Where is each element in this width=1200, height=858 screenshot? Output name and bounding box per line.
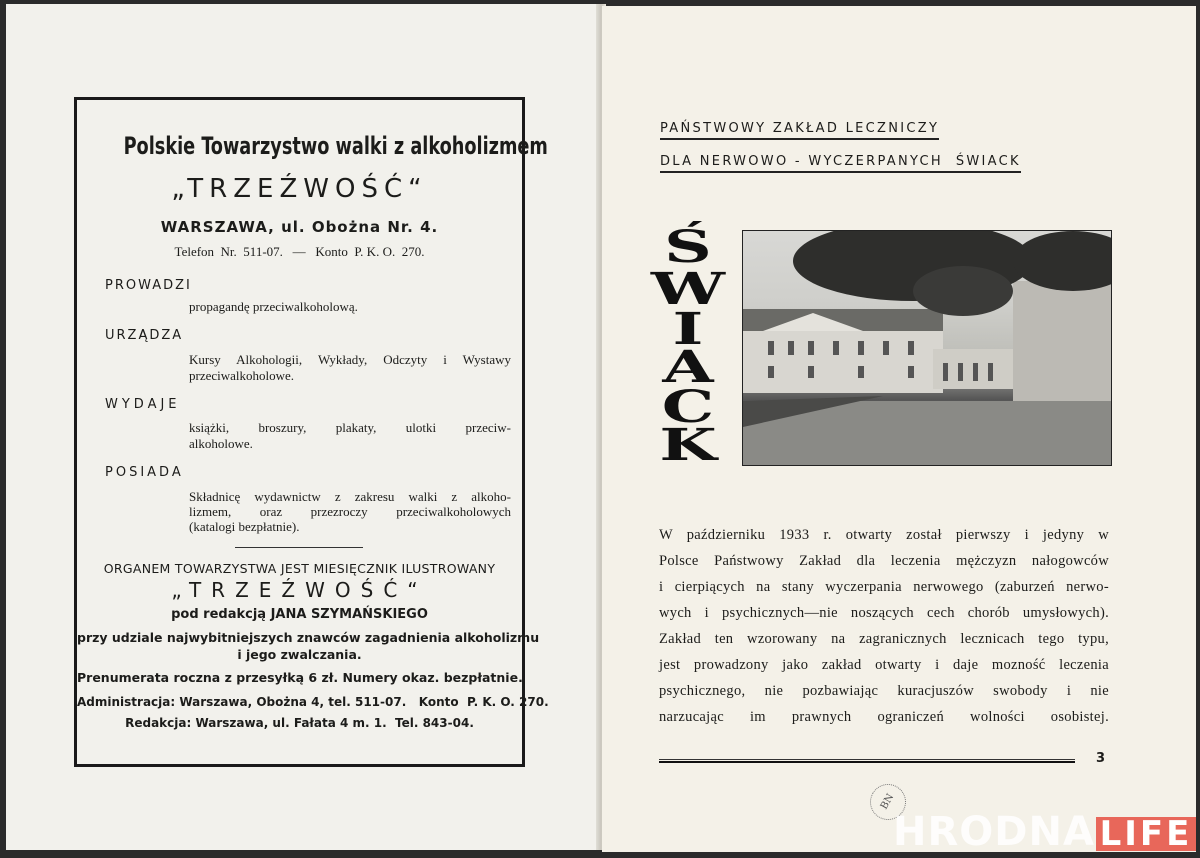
subscription-text: Prenumerata roczna z przesyłką 6 zł. Numery okaz. bezpłatnie.: [77, 670, 523, 685]
editor-text: pod redakcją JANA SZYMAŃSKIEGO: [171, 607, 428, 622]
title-letter: C: [661, 382, 715, 433]
paragraph-line: narzucając im prawnych ograniczeń wolności osobistej.: [659, 709, 1109, 725]
paragraph-line: jest prowadzony jako zakład otwarty i daje mozność leczenia: [659, 657, 1109, 673]
section-line: propagandę przeciwalkoholową.: [189, 299, 358, 314]
experts-text: i jego zwalczania.: [237, 647, 362, 662]
section-line: (katalogi bezpłatnie).: [189, 519, 300, 534]
right-page: [602, 6, 1196, 855]
society-name: „TRZEŹWOŚĆ“: [171, 174, 428, 204]
society-title: Polskie Towarzystwo walki z alkoholizmem: [123, 132, 548, 160]
paragraph-line: Polsce Państwowy Zakład dla leczenia mężczyzn nałogowców: [659, 553, 1109, 569]
section-line: przeciwalkoholowe.: [189, 368, 295, 383]
editorial-text: Redakcja: Warszawa, ul. Fałata 4 m. 1. Tel. 843-04.: [125, 716, 474, 730]
paragraph-line: i cierpiących na stany wyczerpania nerwowego (zaburzeń nerwo-: [659, 579, 1109, 595]
section-line: Składnicę wydawnictw z zakresu walki z alkoho-: [189, 489, 511, 504]
society-address: WARSZAWA, ul. Obożna Nr. 4.: [160, 218, 439, 236]
advertisement-frame: [74, 97, 549, 767]
title-letter: K: [659, 420, 717, 471]
section-line: alkoholowe.: [189, 436, 253, 451]
paragraph-line: W październiku 1933 r. otwarty został pierwszy i jedyny w: [659, 527, 1109, 543]
organ-text: ORGANEM TOWARZYSTWA JEST MIESIĘCZNIK ILUSTROWANY: [103, 561, 496, 576]
title-letter: Ś: [664, 222, 712, 273]
society-phone: Telefon Nr. 511-07. — Konto P. K. O. 270.: [174, 244, 425, 259]
watermark-hrodna: HRODNA: [893, 809, 1095, 855]
paragraph-line: psychicznego, nie pozbawiając kuracjuszów swobody i nie: [659, 683, 1109, 699]
title-letter: A: [662, 342, 714, 393]
section-line: książki, broszury, plakaty, ulotki przeciw-: [189, 420, 511, 435]
watermark-life: LIFE: [1096, 817, 1196, 851]
heading-location: DLA NERWOWO - WYCZERPANYCH ŚWIACK: [660, 154, 1021, 173]
administration-text: Administracja: Warszawa, Obożna 4, tel. 511-07. Konto P. K. O. 270.: [77, 695, 549, 709]
section-line: lizmem, oraz przezroczy przeciwalkoholowych: [189, 504, 511, 519]
section-heading: PROWADZI: [105, 278, 192, 293]
section-heading: WYDAJE: [105, 397, 181, 412]
section-line: Kursy Alkohologii, Wykłady, Odczyty i Wystawy: [189, 352, 511, 367]
paragraph-line: Zakład ten wzorowany na zagranicznych lecznicach tego typu,: [659, 631, 1109, 647]
heading-institution: PAŃSTWOWY ZAKŁAD LECZNICZY: [660, 121, 939, 140]
sanatorium-photo: [742, 230, 1112, 466]
building-illustration: [743, 231, 1112, 466]
section-heading: URZĄDZA: [105, 328, 184, 343]
left-page: [6, 4, 602, 850]
footer-rule: [659, 759, 1075, 763]
library-stamp: BN: [863, 777, 912, 826]
divider: [235, 547, 363, 548]
title-letter: W: [650, 264, 726, 315]
page-number: 3: [1096, 751, 1106, 766]
experts-text: przy udziale najwybitniejszych znawców zagadnienia alkoholizmu: [77, 630, 540, 645]
magazine-name: „TRZEŹWOŚĆ“: [171, 578, 428, 602]
paragraph-line: wych i psychicznych—nie noszących cech chorób umysłowych).: [659, 605, 1109, 621]
section-heading: POSIADA: [105, 465, 184, 480]
title-letter: I: [672, 304, 704, 355]
